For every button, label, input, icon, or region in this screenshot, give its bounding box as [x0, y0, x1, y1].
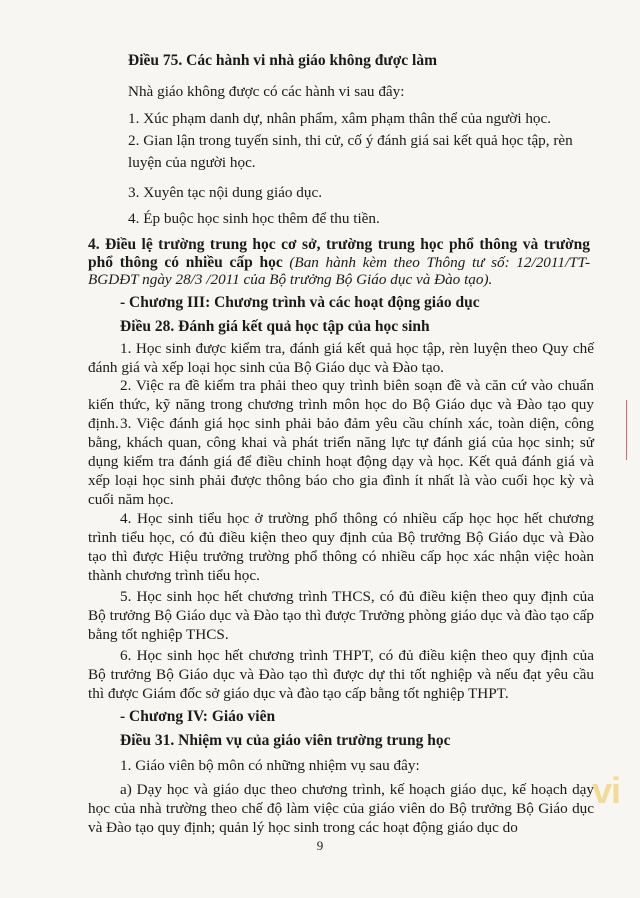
article-28-item-1: 1. Học sinh được kiểm tra, đánh giá kết quả học tập, rèn luyện theo Quy chế đánh giá và xếp loại học sinh của Bộ Giáo dục và Đào tạo.	[88, 340, 594, 376]
watermark-logo: vi	[592, 770, 621, 811]
article-31-title: Điều 31. Nhiệm vụ của giáo viên trường trung học	[120, 732, 451, 749]
article-75-item-1: 1. Xúc phạm danh dự, nhân phẩm, xâm phạm thân thể của người học.	[128, 110, 552, 127]
article-28-item-4: 4. Học sinh tiểu học ở trường phổ thông có nhiều cấp học học hết chương trình tiểu học, có đủ điều kiện theo quy định của Bộ trưởng Bộ Giáo dục và Đào tạo thì được Hiệu trưởng trường phổ thông có nhiều cấp học xác nhận việc hoàn thành chương trình tiểu học.	[88, 510, 594, 584]
article-28-item-2: 2. Việc ra đề kiểm tra phải theo quy trình biên soạn đề và căn cứ vào chuẩn kiến thức, kỹ năng trong chương trình môn học do Bộ Giáo dục và Đào tạo quy định.	[88, 377, 594, 432]
article-75-item-4: 4. Ép buộc học sinh học thêm để thu tiền.	[128, 210, 380, 227]
section-4-heading	[88, 236, 590, 289]
section-4-note: (Ban hành kèm theo Thông tư số: 12/2011/TT-BGDĐT ngày 28/3 /2011 của Bộ trưởng Bộ Giáo dục và Đào tạo).	[88, 253, 591, 288]
chapter-4-heading: - Chương IV: Giáo viên	[120, 708, 276, 725]
article-31-item-1a: a) Dạy học và giáo dục theo chương trình, kế hoạch giáo dục, kế hoạch dạy học của nhà trường theo chế độ làm việc của giáo viên do Bộ trưởng Bộ Giáo dục và Đào tạo quy định; quản lý học sinh trong các hoạt động giáo dục do	[88, 781, 594, 836]
margin-stamp-mark	[626, 400, 637, 460]
article-31-item-1: 1. Giáo viên bộ môn có những nhiệm vụ sau đây:	[120, 757, 420, 774]
article-28-item-6: 6. Học sinh học hết chương trình THPT, có đủ điều kiện theo quy định của Bộ trưởng Bộ Giáo dục và Đào tạo thì được dự thi tốt nghiệp và nếu đạt yêu cầu thì được Giám đốc sở giáo dục và đào tạo cấp bằng tốt nghiệp THPT.	[88, 647, 594, 702]
section-4-title: 4. Điều lệ trường trung học cơ sở, trường trung học phổ thông và trường phổ thông có nhiều cấp học	[88, 236, 590, 271]
article-75-title: Điều 75. Các hành vi nhà giáo không được làm	[128, 52, 438, 69]
article-75-item-2: 2. Gian lận trong tuyển sinh, thi cử, cố ý đánh giá sai kết quả học tập, rèn luyện của người học.	[128, 132, 573, 171]
article-75-intro: Nhà giáo không được có các hành vi sau đây:	[128, 83, 405, 100]
article-28-item-3: 3. Việc đánh giá học sinh phải bảo đảm yêu cầu chính xác, toàn diện, công bằng, khách quan, công khai và phát triển năng lực tự đánh giá của học sinh; sử dụng kiểm tra đánh giá để điều chỉnh hoạt động dạy và học. Kết quả đánh giá và xếp loại học sinh phải được thông báo cho gia đình ít nhất là vào cuối học kỳ và cuối năm học.	[88, 415, 594, 508]
article-28-item-5: 5. Học sinh học hết chương trình THCS, có đủ điều kiện theo quy định của Bộ trưởng Bộ Giáo dục và Đào tạo thì được Trưởng phòng giáo dục và đào tạo cấp bằng tốt nghiệp THCS.	[88, 588, 594, 643]
chapter-3-heading: - Chương III: Chương trình và các hoạt động giáo dục	[120, 294, 480, 311]
page-number: 9	[316, 838, 324, 853]
article-28-title: Điều 28. Đánh giá kết quả học tập của học sinh	[120, 318, 430, 335]
article-75-item-3: 3. Xuyên tạc nội dung giáo dục.	[128, 184, 323, 201]
